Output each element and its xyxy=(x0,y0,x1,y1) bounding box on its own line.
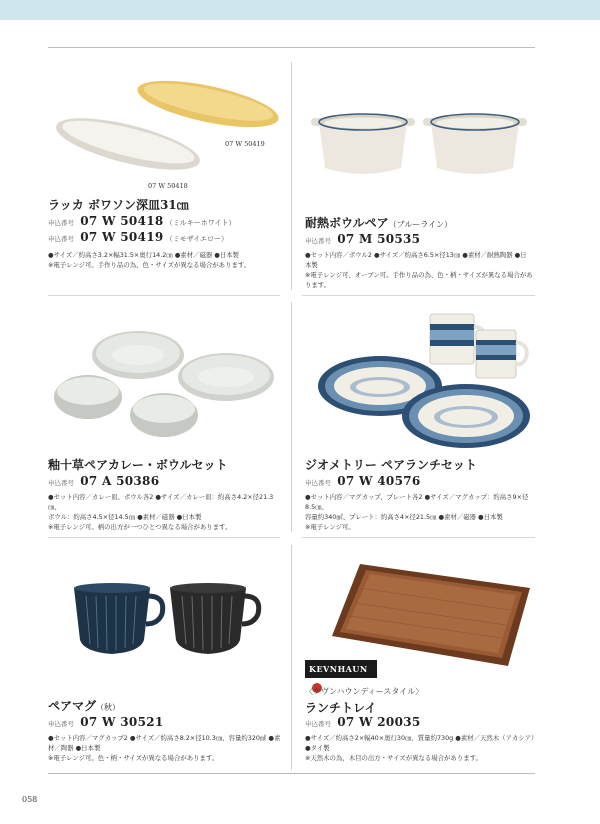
spec-line: ※電子レンジ可。 xyxy=(305,523,355,531)
product-subtitle: （ブルーライン） xyxy=(388,220,453,229)
column-divider xyxy=(291,62,292,290)
product-title-main: 耐熱ボウルペア xyxy=(305,216,389,230)
row-divider xyxy=(48,295,280,296)
product-spec xyxy=(305,492,537,532)
order-line xyxy=(305,474,421,488)
spec-line: ●セット内容／カレー皿、ボウル各2 ●サイズ／カレー皿：約高さ4.2×径21.3㎝、 xyxy=(48,493,274,511)
product-spec xyxy=(305,733,537,763)
spec-line: ※電子レンジ可。手作り品の為、色・サイズが異なる場合があります。 xyxy=(48,261,251,269)
order-label: 申込番号 xyxy=(48,219,74,227)
product-spec xyxy=(48,250,284,270)
order-label: 申込番号 xyxy=(48,479,74,487)
order-label: 申込番号 xyxy=(48,235,74,243)
order-label: 申込番号 xyxy=(305,479,331,487)
top-color-band xyxy=(0,0,600,20)
kevnhaun-logo xyxy=(305,660,377,678)
order-note: （ミルキーホワイト） xyxy=(165,219,236,227)
product-title: ランチトレイ xyxy=(305,701,377,715)
spec-line: 材／陶器 ●日本製 xyxy=(48,744,101,752)
product-title: ラッカ ボワソン深皿31㎝ xyxy=(48,198,189,212)
row-divider xyxy=(302,537,535,538)
order-label: 申込番号 xyxy=(305,237,331,245)
product-image-pair-mugs xyxy=(62,580,262,665)
product-subtitle: （秋） xyxy=(96,703,121,712)
order-line xyxy=(48,214,236,228)
bottom-rule xyxy=(48,773,535,774)
order-line xyxy=(48,474,159,488)
top-rule xyxy=(48,47,535,48)
spec-line: ※電子レンジ可。柄の出方が一つひとつ異なる場合があります。 xyxy=(48,523,232,531)
row-divider xyxy=(48,537,280,538)
order-code: 07 W 30521 xyxy=(80,715,164,729)
product-spec xyxy=(48,492,284,532)
spec-line: ●セット内容／ボウル2 ●サイズ／約高さ6.5×径13㎝ ●素材／耐熱陶器 ●日 xyxy=(305,251,527,259)
spec-line: 容量約340㎖、プレート：約高さ4×径21.5㎝ ●素材／磁器 ●日本製 xyxy=(305,513,503,521)
spec-line: ●セット内容／マグカップ、プレート各2 ●サイズ／マグカップ：約高さ9×径8.5㎝、 xyxy=(305,493,529,511)
product-title xyxy=(305,214,452,231)
order-code: 07 A 50386 xyxy=(80,474,160,488)
order-line xyxy=(305,232,420,246)
spec-line: ●サイズ／約高さ2×幅40×奥行30㎝、質量約730g ●素材／天然木（アカシア） xyxy=(305,734,538,742)
order-code: 07 W 50418 xyxy=(80,214,164,228)
spec-line: ●タイ製 xyxy=(305,744,330,752)
order-code: 07 W 40576 xyxy=(337,474,421,488)
product-image-curry-bowl-set xyxy=(50,325,280,445)
spec-line: ●セット内容／マグカップ2 ●サイズ／約高さ8.2×径10.3㎝、容量約320㎖ ●素 xyxy=(48,734,281,742)
product-title: 釉十草ペアカレー・ボウルセット xyxy=(48,458,228,472)
product-image-oval-plates xyxy=(48,62,288,192)
order-code: 07 M 50535 xyxy=(337,232,421,246)
order-line xyxy=(48,715,164,729)
order-label: 申込番号 xyxy=(305,720,331,728)
image-code-label: 07 W 50418 xyxy=(148,182,188,190)
spec-line: ※電子レンジ可。色・柄・サイズが異なる場合があります。 xyxy=(48,754,219,762)
spec-line: ※天然木の為、木目の出方・サイズが異なる場合があります。 xyxy=(305,754,482,762)
product-title-main: ペアマグ xyxy=(48,699,97,713)
spec-line: ●サイズ／約高さ3.2×幅31.5×奥行14.2㎝ ●素材／磁器 ●日本製 xyxy=(48,251,240,259)
product-image-wooden-tray xyxy=(330,558,535,670)
logo-text: KEVNHAUN xyxy=(309,664,368,674)
spec-line: ボウル：約高さ4.5×径14.5㎝ ●素材／磁器 ●日本製 xyxy=(48,513,202,521)
spec-line: ※電子レンジ可、オーブン可。手作り品の為、色・柄・サイズが異なる場合があります。 xyxy=(305,271,533,289)
row-divider xyxy=(302,295,535,296)
image-code-label: 07 W 50419 xyxy=(225,140,265,148)
order-label: 申込番号 xyxy=(48,720,74,728)
order-code: 07 W 50419 xyxy=(80,230,164,244)
product-image-geometry-lunch-set xyxy=(310,308,535,453)
spec-line: 本製 xyxy=(305,261,318,269)
brand-name: 〈ケヴンハウンディースタイル〉 xyxy=(305,687,424,696)
order-line xyxy=(305,715,421,729)
product-spec xyxy=(48,733,284,763)
order-note: （ミモザイエロー） xyxy=(165,235,228,243)
product-title: ジオメトリー ペアランチセット xyxy=(305,458,477,472)
order-code: 07 W 20035 xyxy=(337,715,421,729)
column-divider xyxy=(291,545,292,770)
product-image-bowls xyxy=(305,100,535,190)
order-line xyxy=(48,230,228,244)
page-number: 058 xyxy=(22,795,38,804)
product-title xyxy=(48,697,120,714)
column-divider xyxy=(291,302,292,532)
product-spec xyxy=(305,250,537,290)
